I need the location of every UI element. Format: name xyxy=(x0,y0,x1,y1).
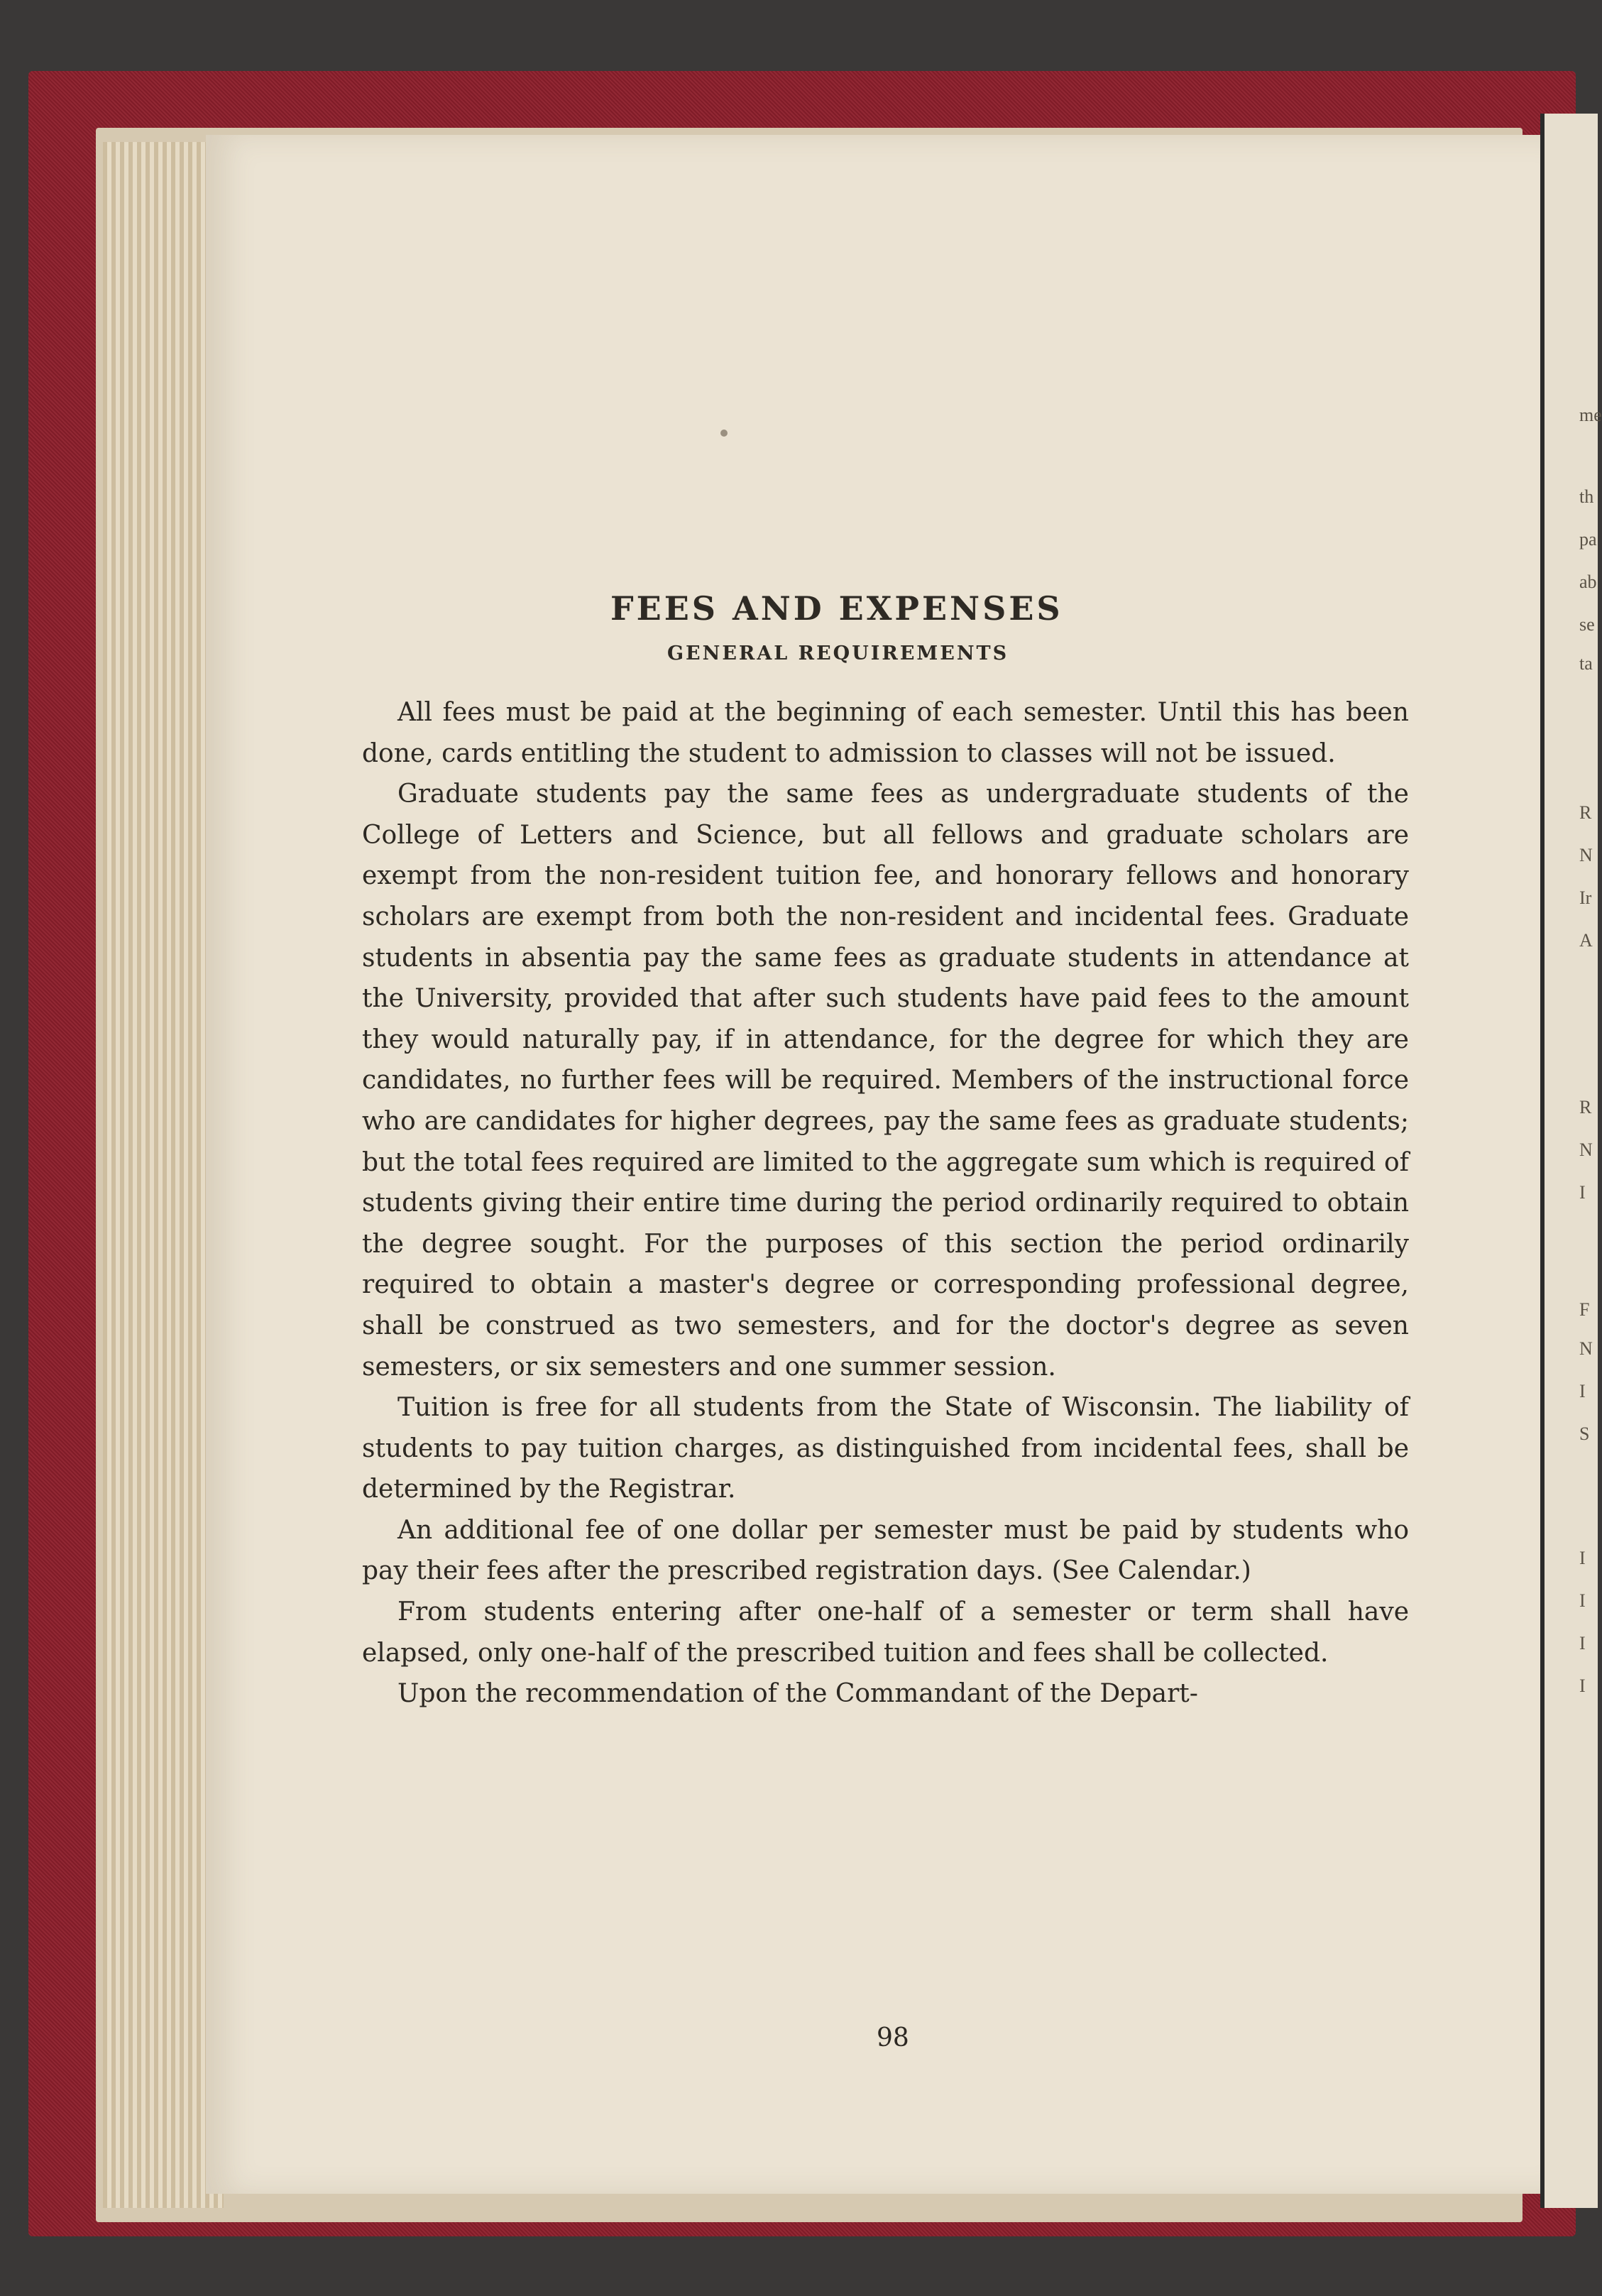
facing-page-fragment: N xyxy=(1579,845,1593,865)
facing-page-fragment: th xyxy=(1579,486,1594,507)
ink-dot xyxy=(720,430,728,437)
paragraph: Tuition is free for all students from the State of Wisconsin. The liability of students to pay tuition charges, as distinguished from incidental fees, shall be determined by the Registrar. xyxy=(362,1393,1409,1504)
facing-page-fragment: Ir xyxy=(1579,887,1592,908)
page-number: 98 xyxy=(877,2023,909,2052)
facing-page-fragment: R xyxy=(1579,802,1592,823)
facing-page-fragment: N xyxy=(1579,1139,1593,1160)
paragraph: From students entering after one-half of a semester or term shall have elapsed, only one-half of the prescribed tuition and fees shall be collected. xyxy=(362,1597,1409,1668)
facing-page-fragment: I xyxy=(1579,1633,1586,1653)
facing-page-fragment: N xyxy=(1579,1338,1593,1359)
facing-page-fragment: I xyxy=(1579,1381,1586,1401)
paragraph: An additional fee of one dollar per semester must be paid by students who pay their fees after the prescribed registration days. (See Calendar.) xyxy=(362,1515,1409,1586)
facing-page-fragment: pa xyxy=(1579,529,1597,550)
facing-page-fragment: I xyxy=(1579,1675,1586,1696)
facing-page-fragment: F xyxy=(1579,1299,1590,1320)
facing-page-fragment: se xyxy=(1579,614,1595,635)
section-heading: GENERAL REQUIREMENTS xyxy=(667,643,1009,665)
facing-page-fragment: ab xyxy=(1579,572,1597,592)
paragraph: Graduate students pay the same fees as undergraduate students of the College of Letters and Science, but all fellows and graduate scholars are exempt from the non-resident tuition fee, and honorary fellows and honorary scholars are exempt from both the non-resident and incidental fees. Graduate students in absentia pay the same fees as graduate students in attendance at the University, provided that after such students have paid fees to the amount they would naturally pay, if in attendance, for the degree for which they are candidates, no further fees will be required. Members of the instructional force who are candidates for higher degrees, pay the same fees as graduate students; but the total fees required are limited to the aggregate sum which is required of students giving their entire time during the period ordinarily required to obtain the degree sought. For the purposes of this section the period ordinarily required to obtain a master's degree or corresponding professional degree, shall be construed as two semesters, and for the doctor's degree as seven semesters, or six semesters and one summer session. xyxy=(362,780,1409,1382)
page-title: FEES AND EXPENSES xyxy=(610,589,1063,628)
paragraph: All fees must be paid at the beginning of each semester. Until this has been done, cards entitling the student to admission to classes will not be issued. xyxy=(362,698,1409,768)
facing-page-fragment: ta xyxy=(1579,653,1593,674)
facing-page-fragment: me xyxy=(1579,405,1602,425)
facing-page-fragment: I xyxy=(1579,1182,1586,1203)
facing-page-fragment: I xyxy=(1579,1590,1586,1611)
facing-page-fragment: S xyxy=(1579,1423,1590,1444)
facing-page-fragment: A xyxy=(1579,930,1593,951)
facing-page-fragment: R xyxy=(1579,1097,1592,1117)
facing-page-fragment: I xyxy=(1579,1548,1586,1568)
paragraph: Upon the recommendation of the Commandant of the Depart- xyxy=(397,1679,1198,1709)
facing-page xyxy=(1540,114,1602,2208)
body-text xyxy=(362,692,1409,1715)
